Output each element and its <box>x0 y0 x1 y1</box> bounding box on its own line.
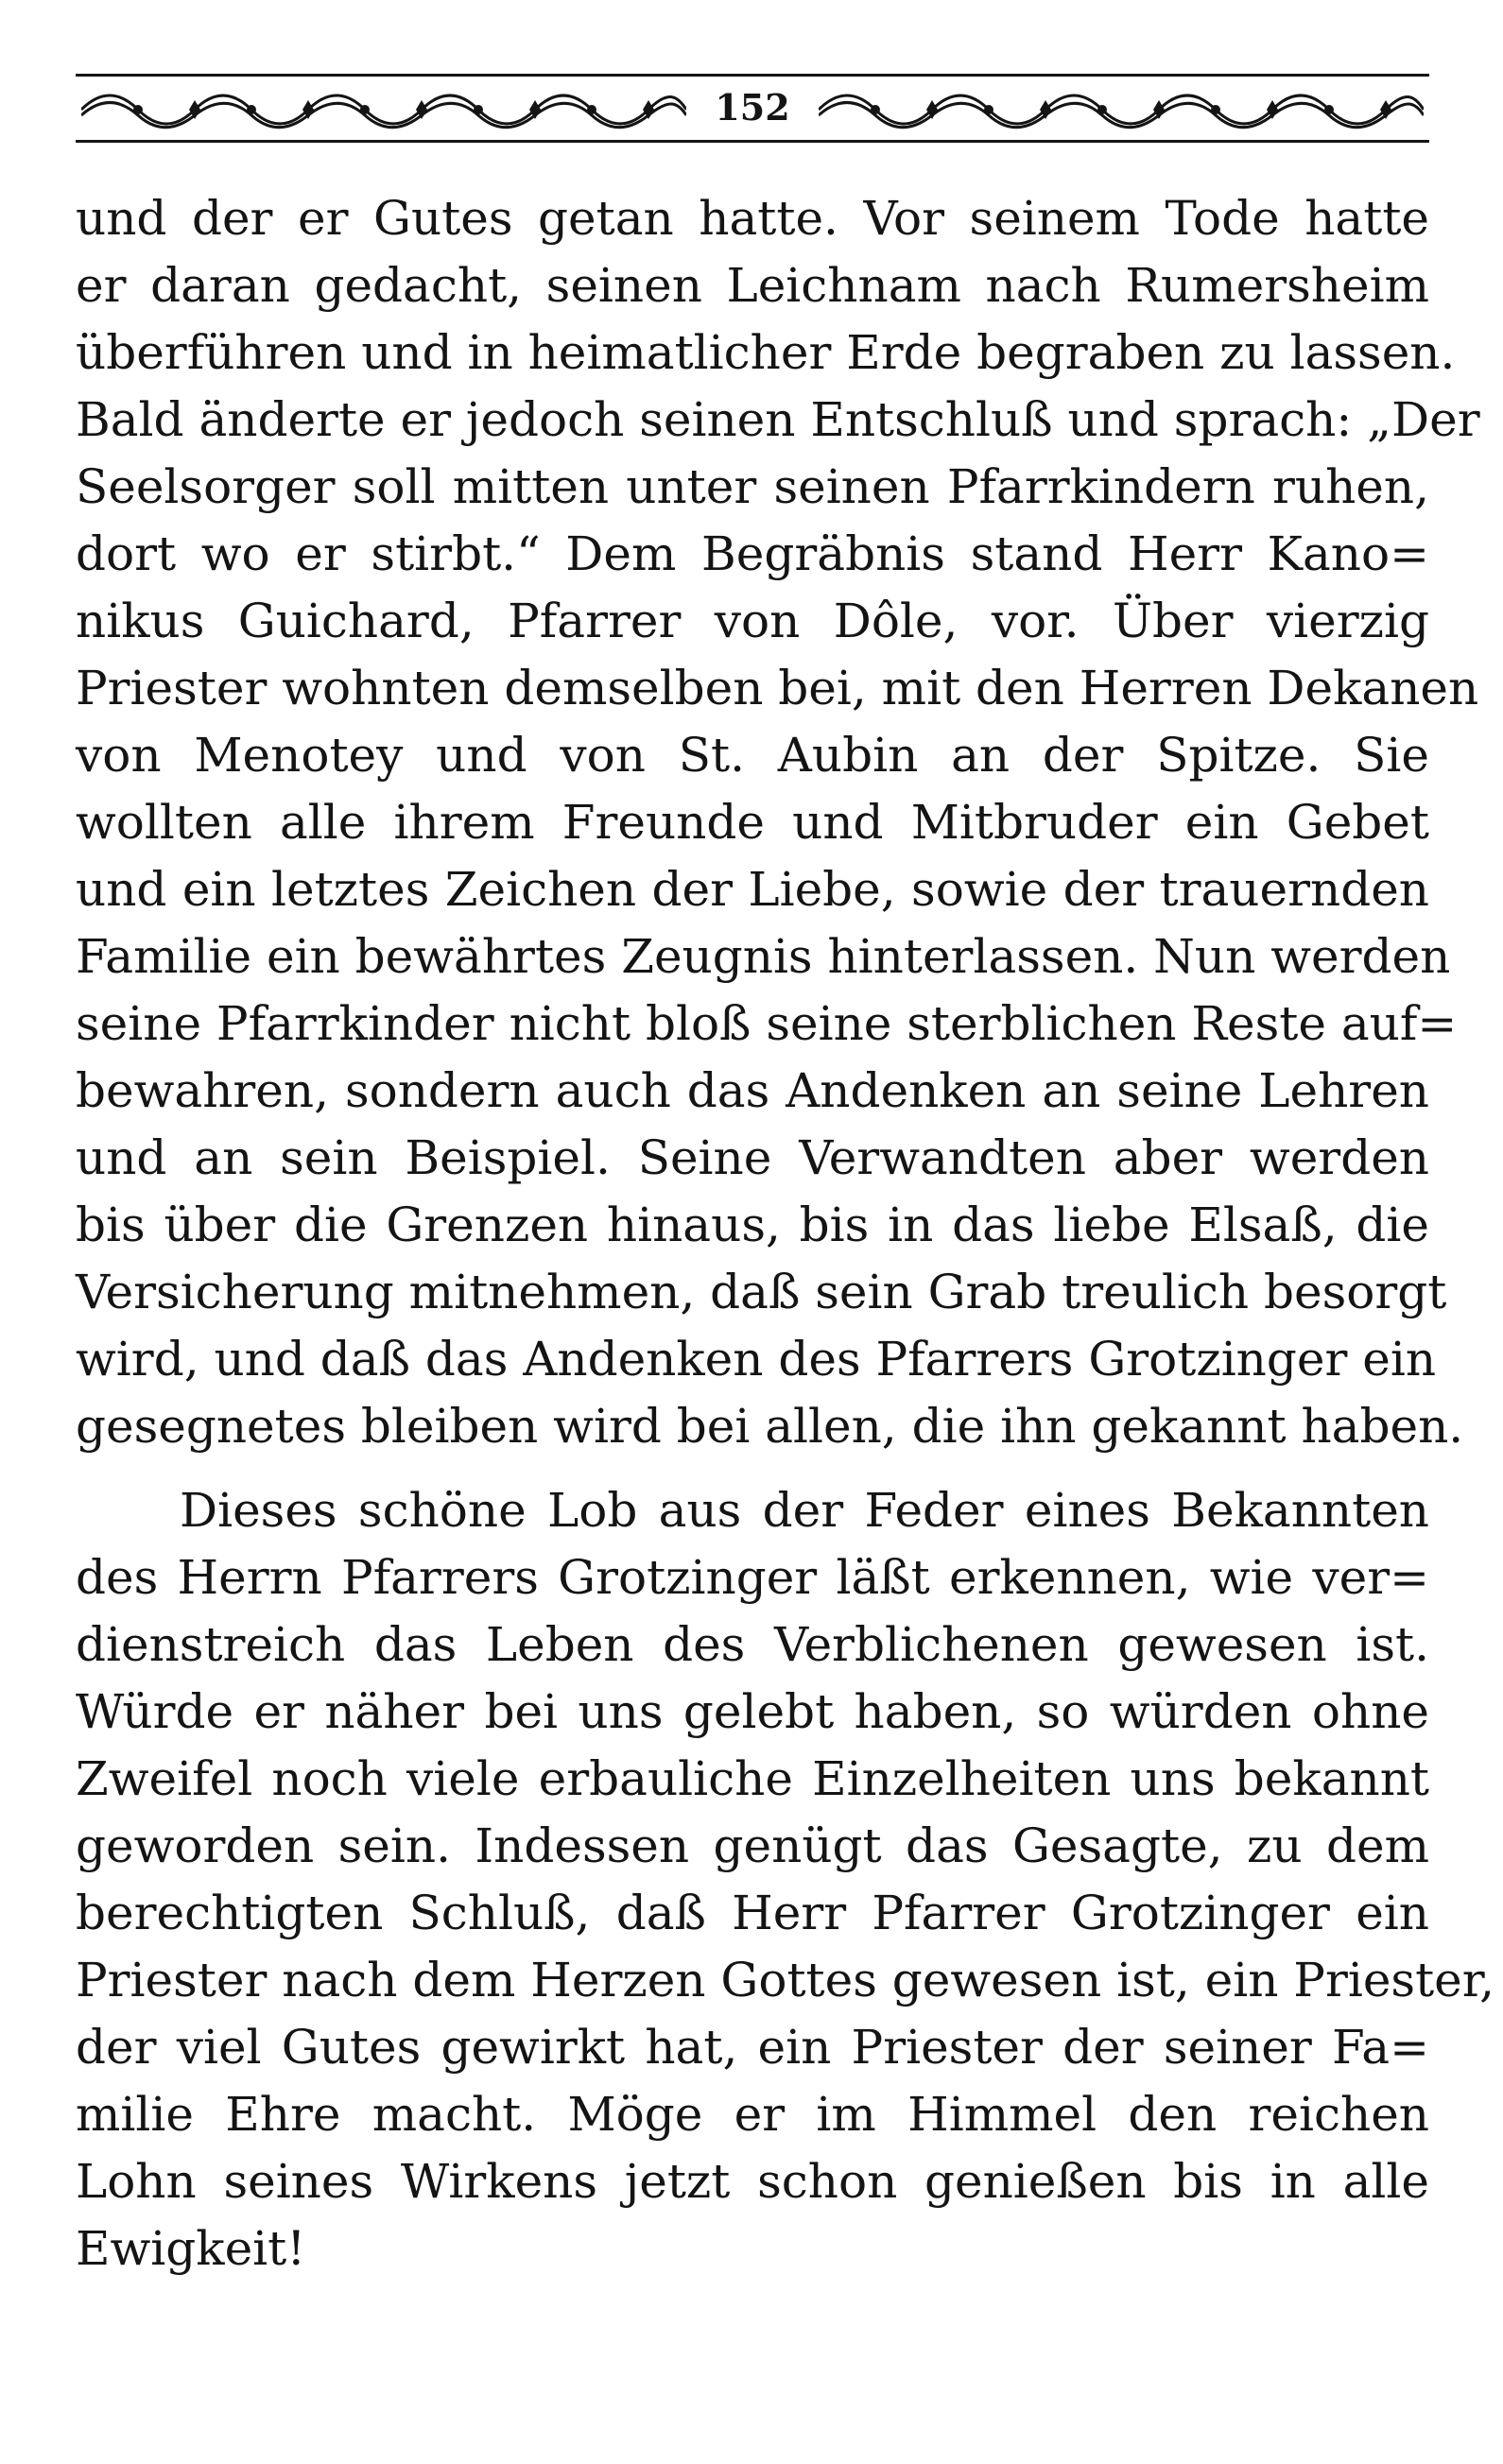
text-line: er daran gedacht, seinen Leichnam nach Rumersheim <box>76 258 1429 313</box>
header-bottom-rule <box>76 140 1429 143</box>
text-line: dort wo er stirbt.“ Dem Begräbnis stand Herr Kano= <box>76 526 1429 581</box>
text-line: milie Ehre macht. Möge er im Himmel den reichen <box>76 2087 1429 2142</box>
text-line: und der er Gutes getan hatte. Vor seinem Tode hatte <box>76 191 1429 246</box>
paragraph <box>76 185 1480 1460</box>
paragraph <box>76 1477 1495 2283</box>
text-line: Bald änderte er jedoch seinen Entschluß und sprach: „Der <box>76 392 1480 447</box>
text-line: des Herrn Pfarrers Grotzinger läßt erkennen, wie ver= <box>76 1550 1429 1605</box>
text-line: Dieses schöne Lob aus der Feder eines Bekannten <box>180 1483 1429 1538</box>
text-line: der viel Gutes gewirkt hat, ein Priester der seiner Fa= <box>76 2020 1429 2075</box>
body-text <box>76 185 1495 2283</box>
text-line: Familie ein bewährtes Zeugnis hinterlassen. Nun werden <box>76 929 1451 984</box>
text-line: Seelsorger soll mitten unter seinen Pfarrkindern ruhen, <box>76 459 1429 514</box>
text-line: Ewigkeit! <box>76 2221 306 2276</box>
text-line: Versicherung mitnehmen, daß sein Grab treulich besorgt <box>76 1265 1447 1319</box>
vine-ornament-left-icon <box>81 87 686 132</box>
text-line: Priester wohnten demselben bei, mit den Herren Dekanen <box>76 661 1479 715</box>
text-line: bis über die Grenzen hinaus, bis in das liebe Elsaß, die <box>76 1198 1429 1252</box>
text-line: und ein letztes Zeichen der Liebe, sowie der trauernden <box>76 862 1429 917</box>
paragraph-gap <box>76 1460 1429 1477</box>
page-header <box>76 64 1429 149</box>
text-line: berechtigten Schluß, daß Herr Pfarrer Grotzinger ein <box>76 1886 1429 1940</box>
page-number: 152 <box>715 86 790 129</box>
text-line: wird, und daß das Andenken des Pfarrers Grotzinger ein <box>76 1332 1437 1387</box>
text-line: Priester nach dem Herzen Gottes gewesen ist, ein Priester, <box>76 1953 1495 2007</box>
header-top-rule <box>76 74 1429 77</box>
text-line: wollten alle ihrem Freunde und Mitbruder ein Gebet <box>76 795 1429 850</box>
vine-ornament-right-icon <box>819 87 1424 132</box>
text-line: dienstreich das Leben des Verblichenen gewesen ist. <box>76 1617 1429 1672</box>
text-line: nikus Guichard, Pfarrer von Dôle, vor. Über vierzig <box>76 594 1429 648</box>
text-line: Zweifel noch viele erbauliche Einzelheiten uns bekannt <box>76 1751 1429 1806</box>
text-line: seine Pfarrkinder nicht bloß seine sterblichen Reste auf= <box>76 996 1458 1051</box>
text-line: und an sein Beispiel. Seine Verwandten aber werden <box>76 1130 1429 1185</box>
text-line: gesegnetes bleiben wird bei allen, die ihn gekannt haben. <box>76 1399 1464 1454</box>
text-line: von Menotey und von St. Aubin an der Spitze. Sie <box>76 728 1429 783</box>
text-line: überführen und in heimatlicher Erde begraben zu lassen. <box>76 325 1456 380</box>
text-line: Würde er näher bei uns gelebt haben, so würden ohne <box>76 1684 1429 1739</box>
text-line: geworden sein. Indessen genügt das Gesagte, zu dem <box>76 1818 1429 1873</box>
text-line: bewahren, sondern auch das Andenken an seine Lehren <box>76 1063 1429 1118</box>
text-line: Lohn seines Wirkens jetzt schon genießen bis in alle <box>76 2154 1429 2209</box>
